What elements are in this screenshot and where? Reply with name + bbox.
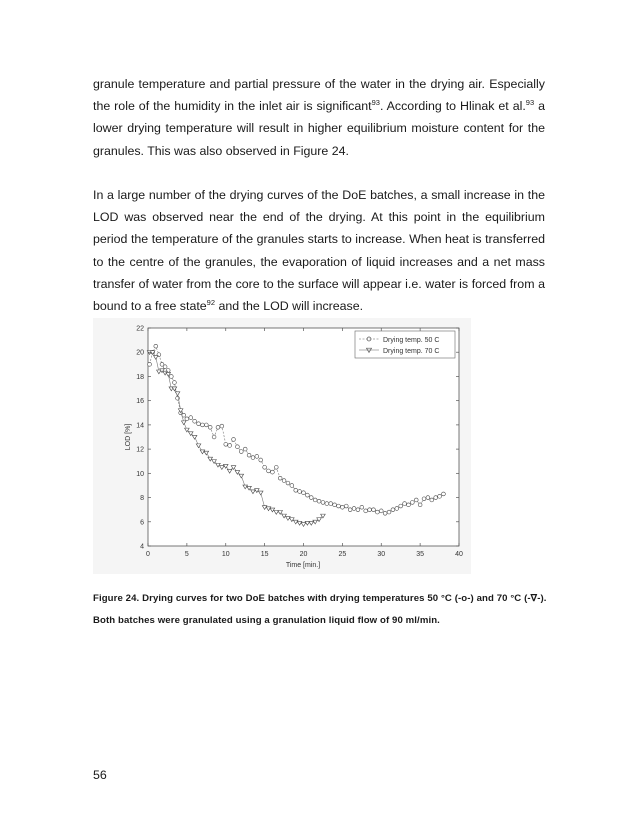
data-point-50c xyxy=(337,504,341,508)
data-point-50c xyxy=(356,508,360,512)
data-point-50c xyxy=(430,498,434,502)
data-point-50c xyxy=(197,422,201,426)
legend-label-70: Drying temp. 70 C xyxy=(383,348,440,355)
data-point-50c xyxy=(154,344,158,348)
data-point-50c xyxy=(329,502,333,506)
x-tick-label: 10 xyxy=(221,551,230,558)
data-point-50c xyxy=(247,453,251,457)
data-point-50c xyxy=(348,508,352,512)
data-point-50c xyxy=(375,510,379,514)
data-point-50c xyxy=(232,438,236,442)
data-point-50c xyxy=(305,493,309,497)
data-point-50c xyxy=(325,502,329,506)
data-point-50c xyxy=(286,481,290,485)
legend-label-50: Drying temp. 50 C xyxy=(383,337,440,344)
data-point-50c xyxy=(317,499,321,503)
x-axis-label: Time [min.] xyxy=(285,562,321,569)
y-tick-label: 20 xyxy=(136,349,144,357)
x-tick-label: 30 xyxy=(377,551,386,558)
data-point-50c xyxy=(236,445,240,449)
data-point-50c xyxy=(364,509,368,513)
y-tick-label: 16 xyxy=(136,398,144,406)
data-point-50c xyxy=(403,502,407,506)
data-point-50c xyxy=(395,507,399,511)
x-tick-label: 5 xyxy=(184,551,189,558)
data-point-50c xyxy=(163,365,167,369)
data-point-50c xyxy=(407,503,411,507)
x-tick-label: 35 xyxy=(416,551,425,558)
data-point-50c xyxy=(294,488,298,492)
y-tick-label: 22 xyxy=(136,325,144,333)
page-number: 56 xyxy=(93,768,107,782)
data-point-50c xyxy=(302,491,306,495)
data-point-50c xyxy=(434,496,438,500)
x-tick-label: 20 xyxy=(299,551,308,558)
data-point-50c xyxy=(251,456,255,460)
data-point-50c xyxy=(391,508,395,512)
data-point-50c xyxy=(212,435,216,439)
y-tick-label: 8 xyxy=(140,495,144,503)
x-tick-label: 0 xyxy=(146,551,150,558)
paragraph-1 xyxy=(93,73,545,162)
paragraph-1-text-c: a lower drying temperature will result in higher equilibrium moisture content for the granules. This was also observed in Figure 24. xyxy=(93,99,545,158)
data-point-50c xyxy=(271,470,275,474)
data-point-50c xyxy=(313,498,317,502)
data-point-50c xyxy=(220,424,224,428)
data-point-50c xyxy=(333,503,337,507)
data-point-50c xyxy=(410,501,414,505)
paragraph-2-text-a: In a large number of the drying curves of the DoE batches, a small increase in the LOD was observed near the end of the drying. At this point in the equilibrium period the temperature of the granules starts to increase. When heat is transferred to the centre of the granules, the evaporation of liquid increases and a net mass transfer of water from the core to the surface will appear i.e. water is forced from a bound to a free state xyxy=(93,188,545,314)
y-tick-label: 10 xyxy=(136,470,144,478)
data-point-50c xyxy=(208,425,212,429)
data-point-50c xyxy=(263,465,267,469)
data-point-50c xyxy=(387,510,391,514)
data-point-50c xyxy=(267,469,271,473)
data-point-50c xyxy=(255,454,259,458)
data-point-50c xyxy=(189,416,193,420)
data-point-50c xyxy=(259,458,263,462)
data-point-50c xyxy=(360,505,364,509)
figure-caption: Figure 24. Drying curves for two DoE batches with drying temperatures 50 °C (-o-) and 70 °C (-∇-). Both batches were granulated using a granulation liquid flow of 90 ml/min. xyxy=(93,593,547,626)
y-tick-label: 12 xyxy=(136,446,144,454)
data-point-50c xyxy=(340,505,344,509)
data-point-50c xyxy=(438,494,442,498)
data-point-50c xyxy=(239,450,243,454)
reference-superscript: 93 xyxy=(371,98,380,108)
data-point-50c xyxy=(243,447,247,451)
y-axis-label: LOD [%] xyxy=(125,423,132,451)
data-point-50c xyxy=(204,423,208,427)
data-point-50c xyxy=(169,375,173,379)
data-point-50c xyxy=(185,417,189,421)
data-point-50c xyxy=(383,511,387,515)
data-point-50c xyxy=(418,503,422,507)
x-tick-label: 40 xyxy=(455,551,463,558)
data-point-50c xyxy=(426,496,430,500)
paragraph-2-text-b: and the LOD will increase. xyxy=(215,299,364,314)
x-tick-label: 15 xyxy=(260,551,269,558)
y-tick-label: 14 xyxy=(136,422,144,430)
y-tick-label: 6 xyxy=(140,519,144,527)
data-point-50c xyxy=(344,504,348,508)
reference-superscript: 93 xyxy=(525,98,535,108)
data-point-50c xyxy=(379,509,383,513)
paragraph-1-text-b: . According to Hlinak et al. xyxy=(379,99,526,114)
x-tick-label: 25 xyxy=(338,551,347,558)
data-point-50c xyxy=(422,497,426,501)
y-tick-label: 18 xyxy=(136,373,144,381)
data-point-50c xyxy=(216,425,220,429)
data-point-50c xyxy=(290,484,294,488)
reference-superscript: 92 xyxy=(206,297,216,307)
data-point-50c xyxy=(228,444,232,448)
data-point-50c xyxy=(399,504,403,508)
data-point-50c xyxy=(352,507,356,511)
data-point-50c xyxy=(201,423,205,427)
paragraph-2 xyxy=(93,184,545,317)
figure-24-chart xyxy=(93,318,471,574)
y-tick-label: 4 xyxy=(140,543,144,551)
data-point-50c xyxy=(148,362,152,366)
legend xyxy=(355,331,455,358)
data-point-50c xyxy=(224,442,228,446)
data-point-50c xyxy=(414,498,418,502)
data-point-50c xyxy=(442,492,446,496)
data-point-50c xyxy=(368,508,372,512)
data-point-50c xyxy=(282,479,286,483)
data-point-50c xyxy=(274,465,278,469)
data-point-50c xyxy=(193,419,197,423)
paragraph-1-text-a: granule temperature and partial pressure of the water in the drying air. Especially the role of the humidity in the inlet air is significant xyxy=(93,77,545,114)
data-point-50c xyxy=(372,508,376,512)
data-point-50c xyxy=(309,496,313,500)
data-point-50c xyxy=(298,490,302,494)
data-point-50c xyxy=(173,381,177,385)
data-point-50c xyxy=(321,501,325,505)
data-point-50c xyxy=(278,476,282,480)
